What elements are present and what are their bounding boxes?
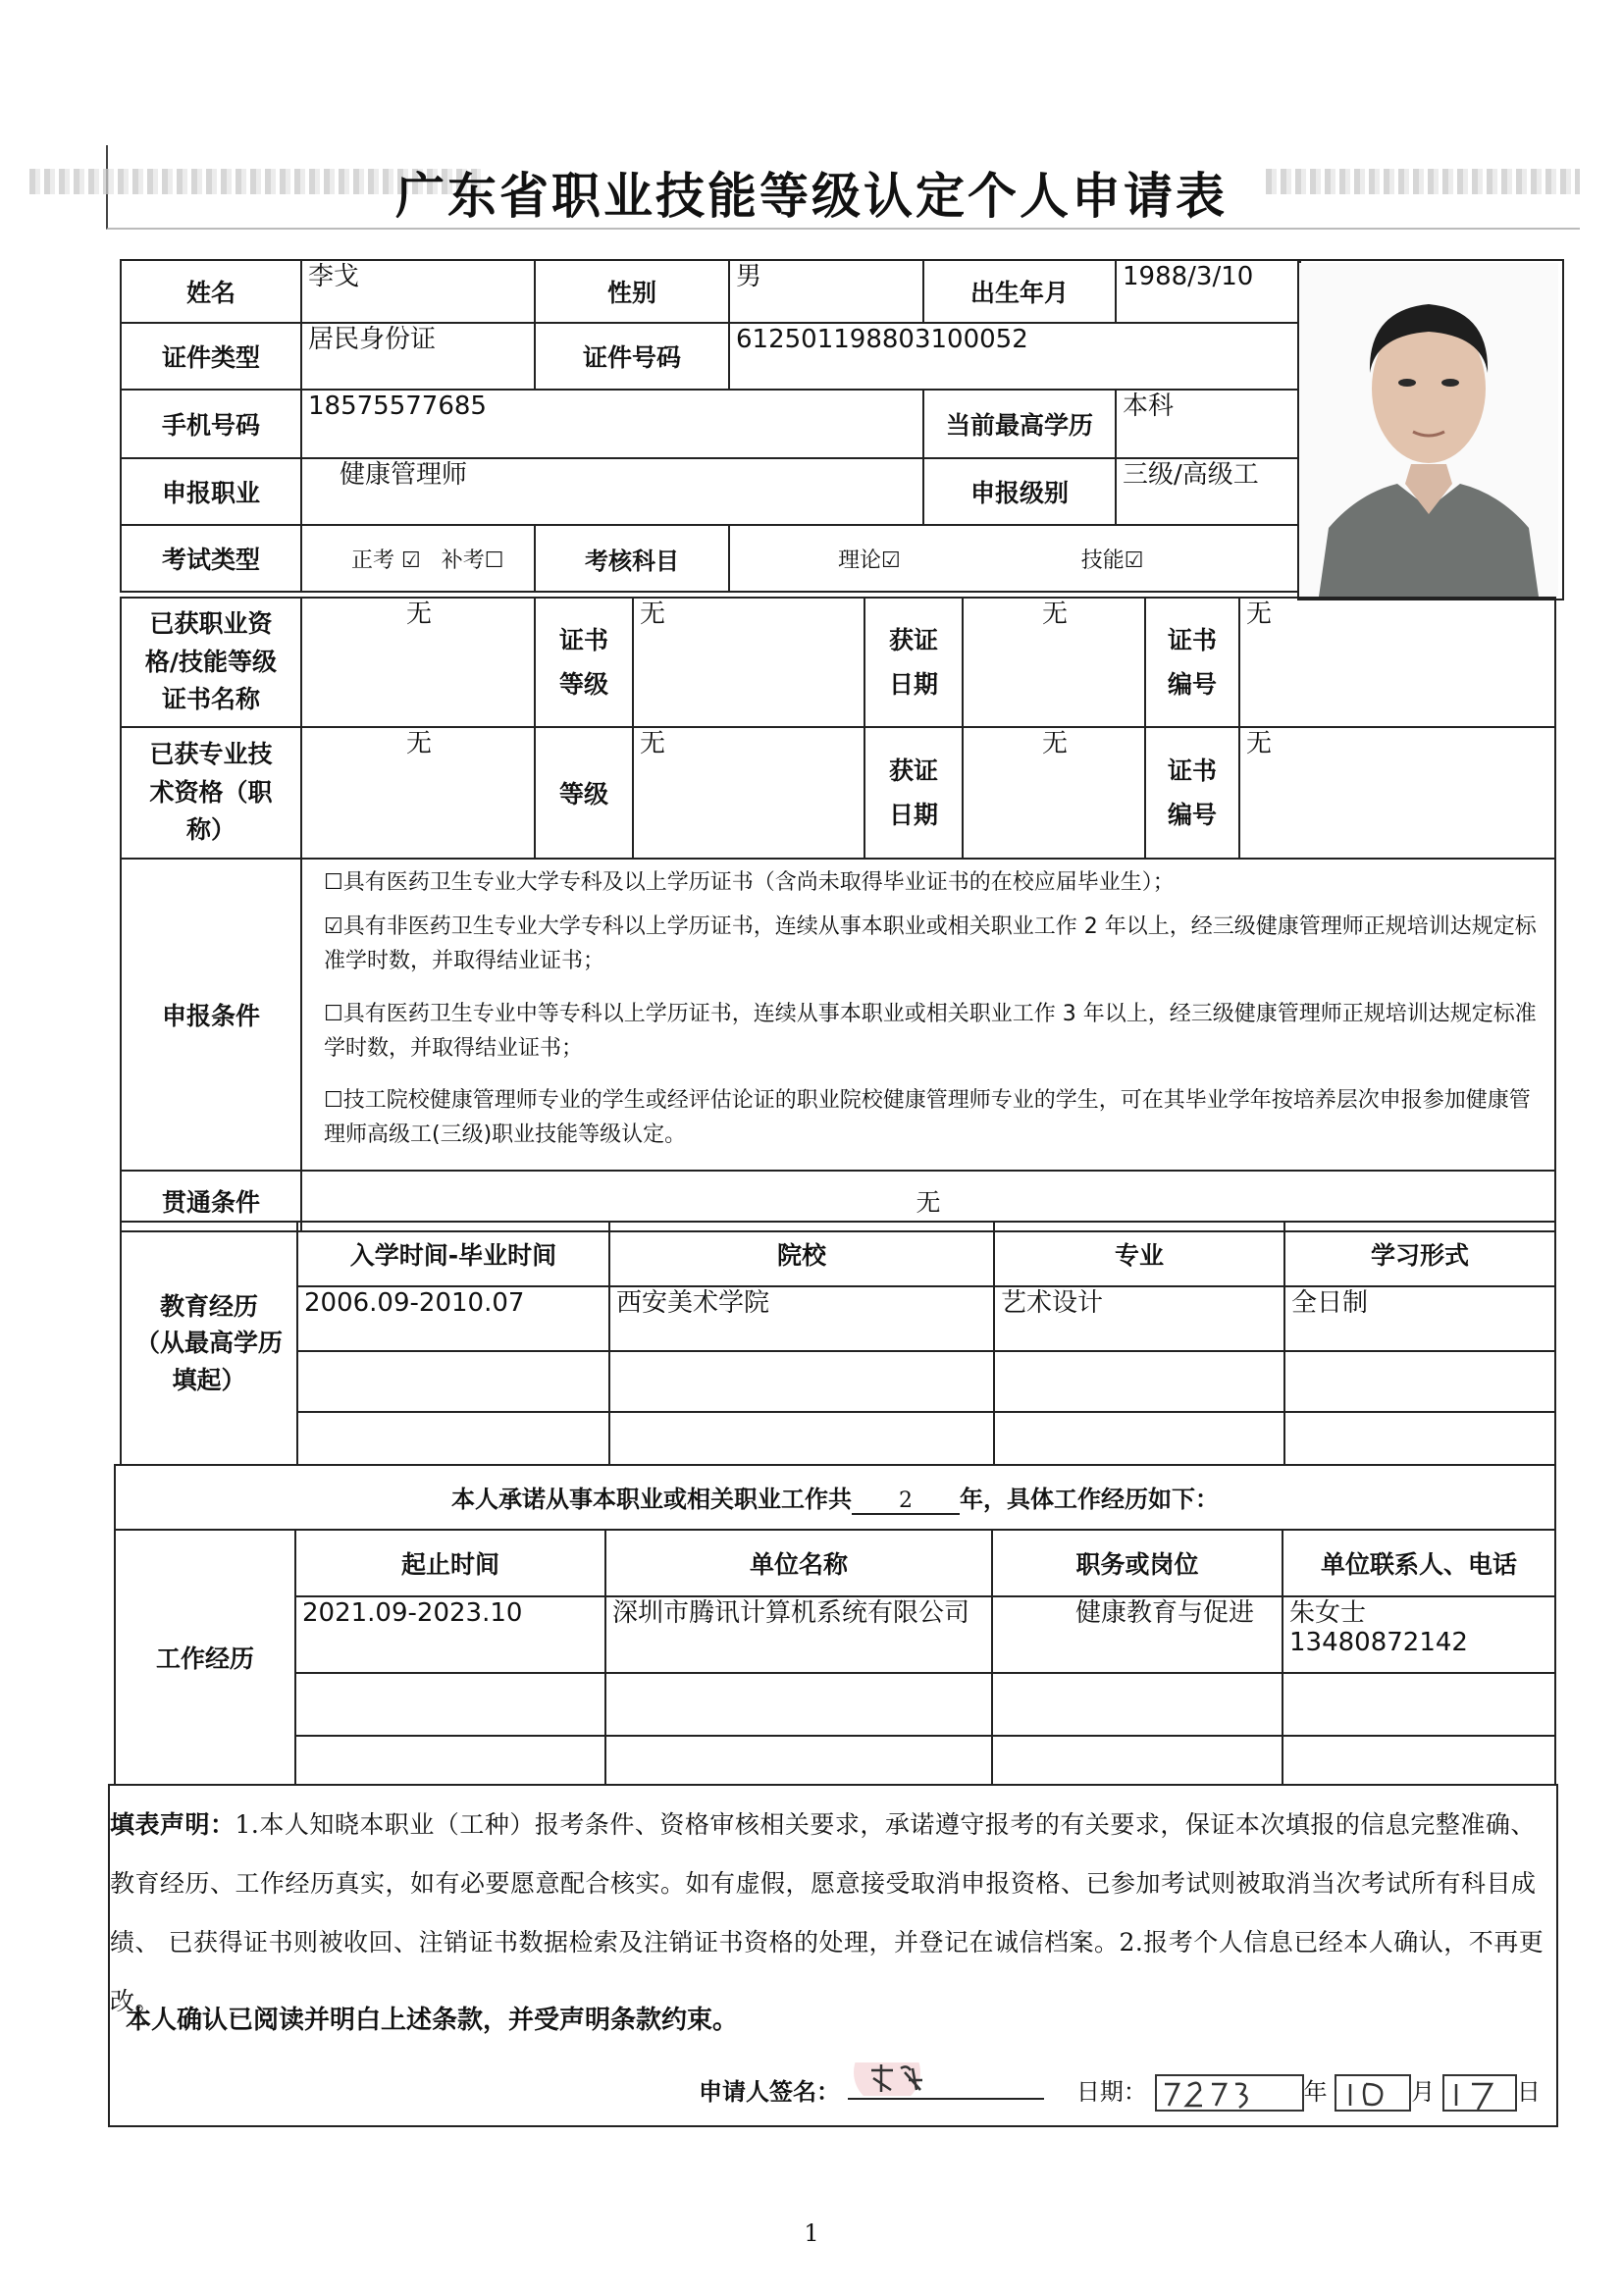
signature-label: 申请人签名： bbox=[699, 2078, 840, 2106]
through-label: 贯通条件 bbox=[121, 1171, 301, 1231]
edu-period bbox=[297, 1351, 609, 1412]
obtained-cert-label bbox=[121, 598, 301, 727]
title-date-label bbox=[864, 727, 963, 859]
condition-item bbox=[324, 1083, 1543, 1152]
theory-checkbox-icon: ☑ bbox=[881, 548, 901, 573]
edu-period: 2006.09-2010.07 bbox=[297, 1286, 609, 1351]
regular-exam-label: 正考 bbox=[351, 548, 395, 573]
label-line: 称） bbox=[185, 815, 236, 845]
condition-item bbox=[324, 865, 1543, 900]
level-label: 申报级别 bbox=[923, 458, 1116, 525]
professional-title-label bbox=[121, 727, 301, 859]
skill-label: 技能 bbox=[1080, 548, 1125, 573]
checkbox-icon: ☑ bbox=[324, 914, 343, 940]
work-table bbox=[114, 1464, 1556, 1786]
condition-item bbox=[324, 910, 1543, 978]
through-value: 无 bbox=[301, 1171, 1555, 1231]
confirmation-text: 本人确认已阅读并明白上述条款，并受声明条款约束。 bbox=[126, 2006, 739, 2035]
cert-date-label bbox=[864, 598, 963, 727]
edu-period bbox=[297, 1412, 609, 1465]
work-position bbox=[992, 1673, 1283, 1736]
page-number: 1 bbox=[804, 2219, 819, 2247]
statement-body: 1.本人知晓本职业（工种）报考条件、资格审核相关要求，承诺遵守报考的有关要求，保证本次填报的信息完整准确、教育经历、工作经历真实，如有必要愿意配合核实。如有虚假，愿意接受取消申报资格、已参加考试则被取消当次考试所有科目成绩、 已获得证书则被收回、注销证书数据检索及注销证书资格的处理，并登记在诚信档案。2.报考个人信息已经本人确认，不再更改。 bbox=[110, 1810, 1544, 2015]
table-row bbox=[121, 1412, 1555, 1465]
label-line: 证书名称 bbox=[161, 685, 260, 714]
table-row bbox=[115, 1673, 1555, 1736]
title-grade-value: 无 bbox=[633, 727, 864, 859]
label-line: 获证 bbox=[888, 757, 938, 785]
edu-school bbox=[609, 1351, 994, 1412]
work-position: 健康教育与促进 bbox=[992, 1596, 1283, 1673]
work-contact bbox=[1283, 1673, 1555, 1736]
phone-label: 手机号码 bbox=[121, 390, 301, 458]
id-no-label: 证件号码 bbox=[535, 323, 729, 390]
condition-text: 具有非医药卫生专业大学专科以上学历证书，连续从事本职业或相关职业工作 2 年以上，经三级健康管理师正规培训达规定标准学时数，并取得结业证书； bbox=[324, 914, 1537, 974]
label-line: 日期 bbox=[888, 670, 938, 699]
work-header-position: 职务或岗位 bbox=[992, 1530, 1283, 1596]
name-label: 姓名 bbox=[121, 260, 301, 323]
label-line: 获证 bbox=[888, 626, 938, 654]
signature-image bbox=[848, 2068, 1044, 2100]
work-contact bbox=[1283, 1736, 1555, 1785]
label-line: 术资格（职 bbox=[149, 777, 273, 807]
theory-label: 理论 bbox=[838, 548, 882, 573]
birth-label: 出生年月 bbox=[923, 260, 1116, 323]
work-period bbox=[295, 1736, 605, 1785]
condition-text: 具有医药卫生专业中等专科以上学历证书，连续从事本职业或相关职业工作 3 年以上，经三级健康管理师正规培训达规定标准学时数，并取得结业证书； bbox=[324, 1001, 1537, 1061]
cert-grade-value: 无 bbox=[633, 598, 864, 727]
makeup-checkbox-icon: ☐ bbox=[484, 548, 504, 573]
label-line: 编号 bbox=[1167, 801, 1217, 829]
id-type-label: 证件类型 bbox=[121, 323, 301, 390]
cert-no-value: 无 bbox=[1239, 598, 1555, 727]
label-line: （从最高学历 bbox=[134, 1329, 283, 1358]
label-line: 证书 bbox=[1167, 626, 1217, 654]
handwritten-day-strokes bbox=[1444, 2076, 1515, 2110]
label-line: 已获专业技 bbox=[149, 739, 273, 768]
exam-type-options bbox=[301, 525, 535, 592]
handwritten-year bbox=[1155, 2074, 1304, 2112]
education-label bbox=[121, 1222, 297, 1465]
title-grade-label: 等级 bbox=[535, 727, 633, 859]
label-line: 教育经历 bbox=[159, 1291, 258, 1321]
label-line: 已获职业资 bbox=[149, 608, 273, 638]
condition-text: 具有医药卫生专业大学专科及以上学历证书（含尚未取得毕业证书的在校应届毕业生）； bbox=[342, 870, 1175, 895]
commitment-years: 2 bbox=[852, 1488, 960, 1515]
gender-label: 性别 bbox=[535, 260, 729, 323]
id-type-value: 居民身份证 bbox=[301, 323, 535, 390]
id-no-value: 612501198803100052 bbox=[729, 323, 1300, 390]
work-header-period: 起止时间 bbox=[295, 1530, 605, 1596]
level-value: 三级/高级工 bbox=[1116, 458, 1300, 525]
gender-value: 男 bbox=[729, 260, 923, 323]
checkbox-icon: ☐ bbox=[324, 1087, 343, 1113]
personal-info-table bbox=[120, 259, 1301, 593]
edu-header-mode: 学习形式 bbox=[1284, 1222, 1555, 1286]
cert-date-value: 无 bbox=[963, 598, 1145, 727]
birth-value: 1988/3/10 bbox=[1116, 260, 1300, 323]
cert-name-value: 无 bbox=[301, 598, 535, 727]
edu-school bbox=[609, 1412, 994, 1465]
makeup-exam-label: 补考 bbox=[441, 548, 485, 573]
job-label: 申报职业 bbox=[121, 458, 301, 525]
commitment-line bbox=[115, 1465, 1555, 1530]
title-date-value: 无 bbox=[963, 727, 1145, 859]
edu-label: 当前最高学历 bbox=[923, 390, 1116, 458]
label-line: 证书 bbox=[1167, 757, 1217, 785]
skill-checkbox-icon: ☑ bbox=[1124, 548, 1144, 573]
conditions-table bbox=[120, 858, 1556, 1232]
edu-header-major: 专业 bbox=[994, 1222, 1284, 1286]
edu-major: 艺术设计 bbox=[994, 1286, 1284, 1351]
education-table bbox=[120, 1221, 1556, 1466]
handwritten-signature bbox=[848, 2062, 1044, 2096]
edu-mode: 全日制 bbox=[1284, 1286, 1555, 1351]
signature-row bbox=[699, 2068, 1541, 2112]
edu-header-period: 入学时间-毕业时间 bbox=[297, 1222, 609, 1286]
table-row bbox=[121, 1351, 1555, 1412]
checkbox-icon: ☐ bbox=[324, 1001, 343, 1026]
work-company bbox=[605, 1673, 992, 1736]
cert-grade-label bbox=[535, 598, 633, 727]
edu-mode bbox=[1284, 1412, 1555, 1465]
cert-no-label bbox=[1145, 598, 1239, 727]
conditions-label: 申报条件 bbox=[121, 859, 301, 1171]
day-unit: 日 bbox=[1516, 2078, 1541, 2106]
handwritten-year-strokes bbox=[1157, 2076, 1302, 2110]
photo-frame bbox=[1297, 259, 1564, 600]
edu-school: 西安美术学院 bbox=[609, 1286, 994, 1351]
work-header-contact: 单位联系人、电话 bbox=[1283, 1530, 1555, 1596]
title-name-value: 无 bbox=[301, 727, 535, 859]
work-company: 深圳市腾讯计算机系统有限公司 bbox=[605, 1596, 992, 1673]
handwritten-month bbox=[1335, 2074, 1411, 2112]
edu-header-school: 院校 bbox=[609, 1222, 994, 1286]
subject-label: 考核科目 bbox=[535, 525, 729, 592]
regular-checkbox-icon: ☑ bbox=[401, 548, 421, 573]
work-period: 2021.09-2023.10 bbox=[295, 1596, 605, 1673]
work-label: 工作经历 bbox=[115, 1530, 295, 1785]
title-no-value: 无 bbox=[1239, 727, 1555, 859]
year-unit: 年 bbox=[1303, 2078, 1328, 2106]
table-row bbox=[121, 1286, 1555, 1351]
work-company bbox=[605, 1736, 992, 1785]
checkbox-icon: ☐ bbox=[324, 870, 343, 895]
phone-value: 18575577685 bbox=[301, 390, 923, 458]
statement-head: 填表声明： bbox=[110, 1810, 236, 1839]
job-value: 健康管理师 bbox=[301, 458, 923, 525]
conditions-list bbox=[301, 859, 1555, 1171]
work-contact: 朱女士 13480872142 bbox=[1283, 1596, 1555, 1673]
title-no-label bbox=[1145, 727, 1239, 859]
condition-item bbox=[324, 997, 1543, 1066]
edu-major bbox=[994, 1351, 1284, 1412]
label-line: 证书 bbox=[558, 626, 608, 654]
commitment-prefix: 本人承诺从事本职业或相关职业工作共 bbox=[451, 1486, 852, 1513]
label-line: 格/技能等级 bbox=[144, 647, 278, 676]
label-line: 日期 bbox=[888, 801, 938, 829]
month-unit: 月 bbox=[1411, 2078, 1436, 2106]
subject-options bbox=[729, 525, 1300, 592]
name-value: 李戈 bbox=[301, 260, 535, 323]
condition-text: 技工院校健康管理师专业的学生或经评估论证的职业院校健康管理师专业的学生，可在其毕业学年按培养层次申报参加健康管理师高级工(三级)职业技能等级认定。 bbox=[324, 1087, 1531, 1148]
statement-text bbox=[110, 1796, 1550, 2031]
work-header-company: 单位名称 bbox=[605, 1530, 992, 1596]
table-row bbox=[115, 1736, 1555, 1785]
edu-mode bbox=[1284, 1351, 1555, 1412]
date-label: 日期： bbox=[1075, 2078, 1147, 2106]
certificates-table bbox=[120, 597, 1556, 860]
work-period bbox=[295, 1673, 605, 1736]
edu-major bbox=[994, 1412, 1284, 1465]
handwritten-month-strokes bbox=[1336, 2076, 1409, 2110]
label-line: 等级 bbox=[558, 670, 608, 699]
table-row bbox=[115, 1596, 1555, 1673]
label-line: 填起） bbox=[172, 1365, 246, 1394]
exam-type-label: 考试类型 bbox=[121, 525, 301, 592]
work-position bbox=[992, 1736, 1283, 1785]
edu-value: 本科 bbox=[1116, 390, 1300, 458]
commitment-suffix: 年，具体工作经历如下： bbox=[960, 1486, 1219, 1513]
form-title: 广东省职业技能等级认定个人申请表 bbox=[395, 167, 1228, 225]
handwritten-day bbox=[1442, 2074, 1517, 2112]
label-line: 编号 bbox=[1167, 670, 1217, 699]
